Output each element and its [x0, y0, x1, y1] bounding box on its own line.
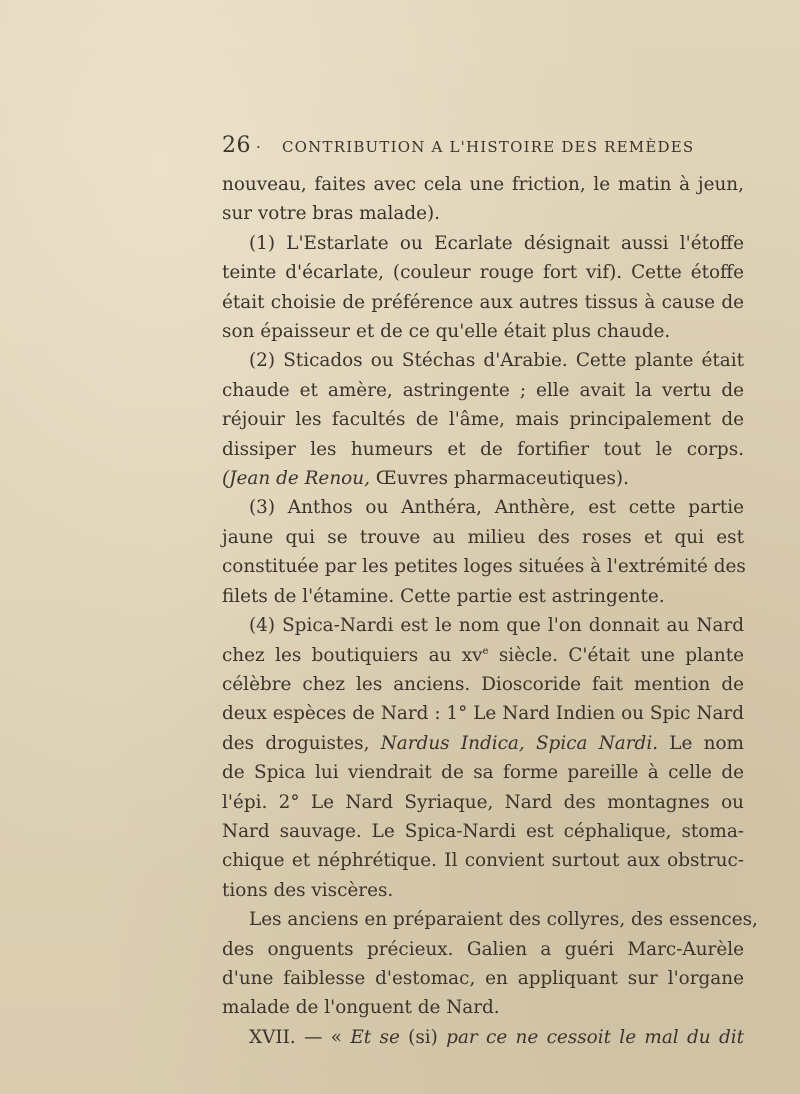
footnote-2-citation: (Jean de Renou, Œuvres pharmaceutiques). [222, 468, 629, 490]
body-line: nouveau, faites avec cela une friction, le matin à jeun, [222, 174, 744, 195]
footnote-4-line: de Spica lui viendrait de sa forme pareille à celle de [222, 762, 744, 784]
running-title: CONTRIBUTION A L'HISTOIRE DES REMÈDES [282, 138, 695, 156]
section-heading-line: XVII. — « Et se (si) par ce ne cessoit le mal du dit [249, 1026, 744, 1048]
body-line: sur votre bras malade). [222, 203, 441, 225]
footnote-2-line: réjouir les facultés de l'âme, mais principalement de [222, 409, 744, 431]
footnote-1-line: (1) L'Estarlate ou Ecarlate désignait aussi l'étoffe [249, 232, 744, 254]
footnote-2-line: (2) Sticados ou Stéchas d'Arabie. Cette plante était [249, 350, 744, 372]
body-paragraph-line: malade de l'onguent de Nard. [222, 997, 500, 1019]
footnote-4-line: (4) Spica-Nardi est le nom que l'on donnait au Nard [249, 615, 744, 637]
footnote-3-line: filets de l'étamine. Cette partie est astringente. [222, 585, 665, 607]
footnote-4-line: célèbre chez les anciens. Dioscoride fait mention de [222, 673, 744, 695]
page-number: 26 [222, 133, 251, 158]
footnote-1-line: teinte d'écarlate, (couleur rouge fort vif). Cette étoffe [222, 262, 744, 284]
body-paragraph-line: des onguents précieux. Galien a guéri Marc-Aurèle [222, 938, 744, 960]
footnote-4-line: Nard sauvage. Le Spica-Nardi est céphalique, stoma- [222, 820, 744, 842]
footnote-3-line: constituée par les petites loges situées à l'extrémité des [222, 556, 746, 578]
footnote-4-line: des droguistes, Nardus Indica, Spica Nardi. Le nom [222, 732, 744, 754]
footnote-4-line: chique et néphrétique. Il convient surtout aux obstruc- [222, 850, 744, 872]
body-paragraph-line: Les anciens en préparaient des collyres, des essences, [249, 909, 758, 931]
footnote-2-line: dissiper les humeurs et de fortifier tout le corps. [222, 438, 744, 460]
footnote-3-line: jaune qui se trouve au milieu des roses et qui est [222, 526, 744, 548]
footnote-4-line: tions des viscères. [222, 879, 394, 901]
footnote-2-line: chaude et amère, astringente ; elle avait la vertu de [222, 379, 744, 401]
footnote-1-line: était choisie de préférence aux autres tissus à cause de [222, 291, 744, 313]
footnote-4-line: l'épi. 2° Le Nard Syriaque, Nard des montagnes ou [222, 791, 744, 813]
page-body [222, 170, 758, 1052]
body-paragraph-line: d'une faiblesse d'estomac, en appliquant sur l'organe [222, 967, 744, 989]
running-header [222, 133, 742, 161]
header-separator: · [256, 138, 261, 156]
footnote-1-line: son épaisseur et de ce qu'elle était plus chaude. [222, 321, 671, 343]
footnote-4-line: chez les boutiquiers au $xv^e$ siècle. C'était une plante [222, 644, 744, 666]
footnote-4-line: deux espèces de Nard : 1° Le Nard Indien ou Spic Nard [222, 703, 744, 725]
footnote-3-line: (3) Anthos ou Anthéra, Anthère, est cette partie [249, 497, 744, 519]
